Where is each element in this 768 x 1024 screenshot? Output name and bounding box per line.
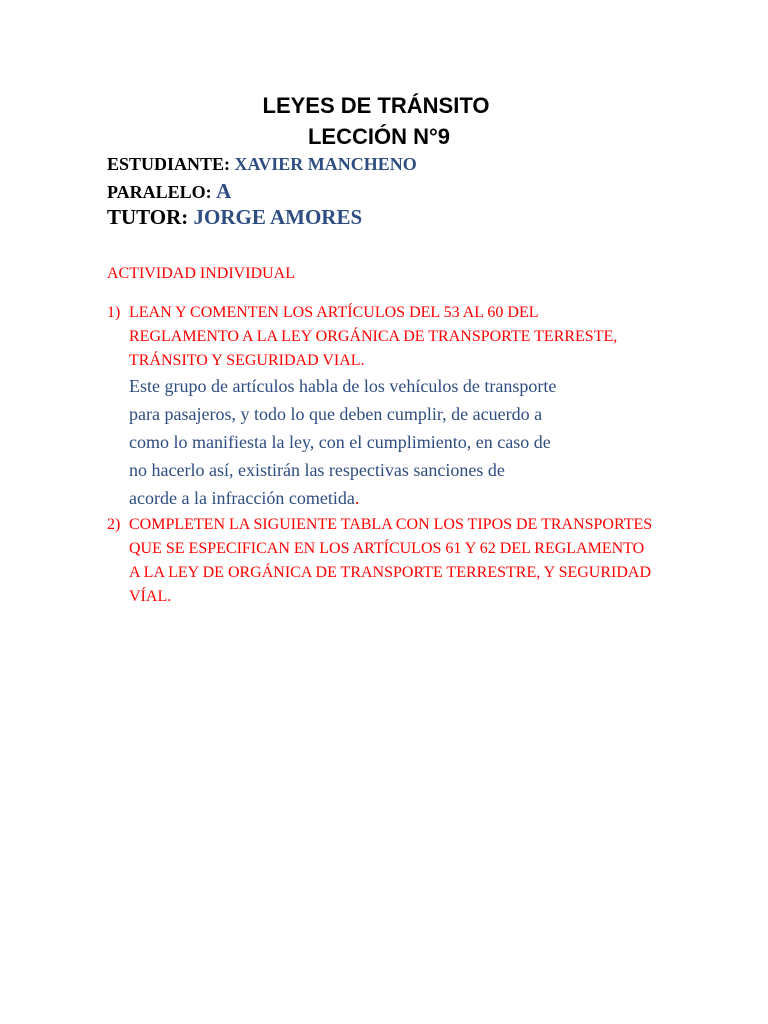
answer-text: acorde a la infracción cometida	[129, 488, 355, 508]
parallel-value: A	[216, 179, 232, 203]
instruction-line: REGLAMENTO A LA LEY ORGÁNICA DE TRANSPORTE TERRESTE,	[129, 328, 618, 345]
instruction-line: VÍAL.	[129, 588, 172, 605]
answer-line: no hacerlo así, existirán las respectivas sanciones de	[129, 460, 505, 480]
instruction-line: COMPLETEN LA SIGUIENTE TABLA CON LOS TIPOS DE TRANSPORTES	[129, 516, 653, 533]
lesson-number: LECCIÓN N°9	[307, 124, 451, 149]
tutor-field	[107, 207, 362, 228]
student-label: ESTUDIANTE:	[107, 154, 231, 174]
parallel-label: PARALELO:	[107, 182, 212, 202]
student-field	[107, 155, 417, 173]
tutor-label: TUTOR:	[107, 205, 189, 229]
instruction-line: LEAN Y COMENTEN LOS ARTÍCULOS DEL 53 AL 60 DEL	[129, 304, 539, 321]
answer-line: para pasajeros, y todo lo que deben cumplir, de acuerdo a	[129, 404, 543, 424]
item-answer	[129, 372, 669, 512]
item-instruction	[129, 513, 669, 609]
student-value: XAVIER MANCHENO	[234, 154, 417, 174]
answer-end-period: .	[354, 488, 360, 508]
answer-line: como lo manifiesta la ley, con el cumplimiento, en caso de	[129, 432, 551, 452]
parallel-field	[107, 181, 231, 202]
item-instruction	[129, 301, 669, 373]
document-title: LEYES DE TRÁNSITO	[262, 93, 490, 118]
tutor-value: JORGE AMORES	[193, 205, 363, 229]
answer-line-last	[129, 484, 669, 512]
instruction-line: TRÁNSITO Y SEGURIDAD VIAL.	[129, 352, 365, 369]
answer-line: Este grupo de artículos habla de los vehículos de transporte	[129, 376, 557, 396]
activity-heading: ACTIVIDAD INDIVIDUAL	[107, 265, 295, 282]
item-number: 2)	[107, 516, 121, 533]
item-number: 1)	[107, 304, 121, 321]
instruction-line: QUE SE ESPECIFICAN EN LOS ARTÍCULOS 61 Y 62 DEL REGLAMENTO	[129, 540, 645, 557]
instruction-line: A LA LEY DE ORGÁNICA DE TRANSPORTE TERRESTRE, Y SEGURIDAD	[129, 564, 652, 581]
